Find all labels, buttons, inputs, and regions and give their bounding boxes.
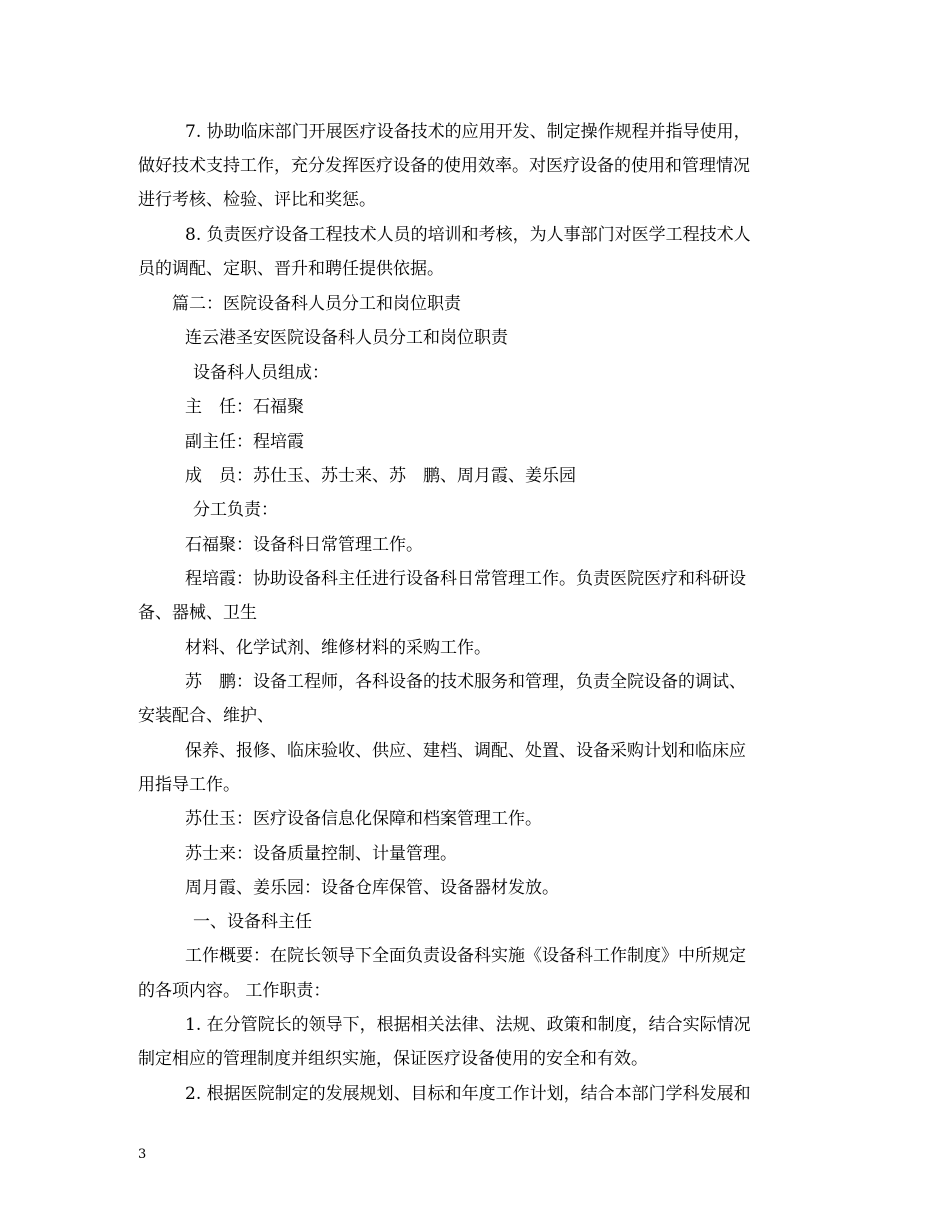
text-line: 程培霞：协助设备科主任进行设备科日常管理工作。负责医院医疗和科研设 (185, 569, 746, 589)
text-line: 2. 根据医院制定的发展规划、目标和年度工作计划，结合本部门学科发展和 (185, 1084, 751, 1104)
text-line: 分工负责： (193, 500, 278, 520)
text-line: 材料、化学试剂、维修材料的采购工作。 (185, 638, 491, 658)
text-line: 副主任：程培霞 (185, 432, 304, 452)
text-line: 1. 在分管院长的领导下，根据相关法律、法规、政策和制度，结合实际情况 (185, 1015, 751, 1035)
text-line: 员的调配、定职、晋升和聘任提供依据。 (138, 259, 444, 279)
text-line: 备、器械、卫生 (138, 603, 257, 623)
section-heading: 一、设备科主任 (193, 912, 312, 932)
text-line: 工作概要：在院长领导下全面负责设备科实施《设备科工作制度》中所规定 (185, 946, 746, 966)
text-line: 连云港圣安医院设备科人员分工和岗位职责 (185, 328, 508, 348)
text-line: 安装配合、维护、 (138, 706, 274, 726)
text-line: 苏士来：设备质量控制、计量管理。 (185, 844, 457, 864)
text-line: 石福聚：设备科日常管理工作。 (185, 535, 423, 555)
text-line: 保养、报修、临床验收、供应、建档、调配、处置、设备采购计划和临床应 (185, 741, 746, 761)
text-line: 成 员：苏仕玉、苏士来、苏 鹏、周月霞、姜乐园 (185, 466, 576, 486)
text-line: 主 任：石福聚 (185, 397, 304, 417)
text-line: 的各项内容。 工作职责： (138, 981, 331, 1001)
text-line: 用指导工作。 (138, 775, 240, 795)
text-line: 进行考核、检验、评比和奖惩。 (138, 190, 376, 210)
page-number: 3 (138, 1147, 147, 1162)
section-heading: 篇二：医院设备科人员分工和岗位职责 (172, 294, 461, 314)
text-line: 周月霞、姜乐园：设备仓库保管、设备器材发放。 (185, 878, 559, 898)
text-line: 做好技术支持工作，充分发挥医疗设备的使用效率。对医疗设备的使用和管理情况 (138, 156, 750, 176)
text-line: 制定相应的管理制度并组织实施，保证医疗设备使用的安全和有效。 (138, 1049, 648, 1069)
text-line: 设备科人员组成： (193, 363, 329, 383)
text-line: 8. 负责医疗设备工程技术人员的培训和考核，为人事部门对医学工程技术人 (185, 225, 751, 245)
text-line: 7. 协助临床部门开展医疗设备技术的应用开发、制定操作规程并指导使用， (185, 122, 751, 142)
text-line: 苏 鹏：设备工程师，各科设备的技术服务和管理，负责全院设备的调试、 (185, 672, 746, 692)
text-line: 苏仕玉：医疗设备信息化保障和档案管理工作。 (185, 809, 542, 829)
